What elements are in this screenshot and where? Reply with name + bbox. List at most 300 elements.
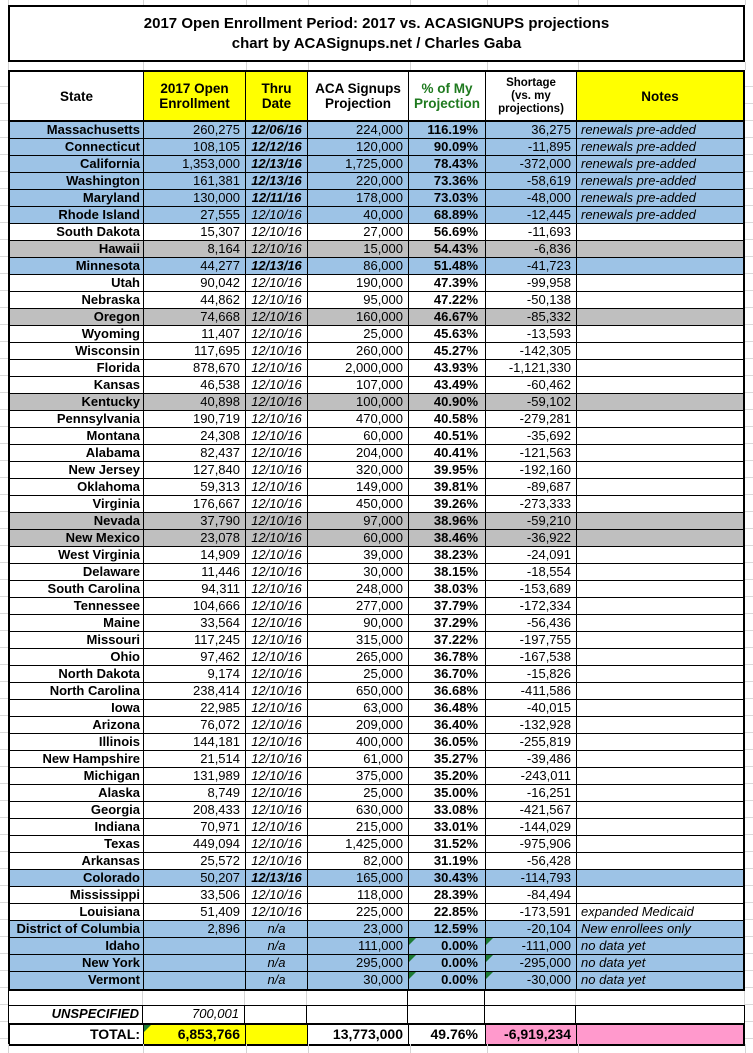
notes-cell (577, 377, 743, 393)
gridline (143, 1044, 144, 1053)
gridline (143, 0, 144, 5)
enrollment-cell: 76,072 (144, 717, 246, 733)
thru-date-cell: n/a (246, 972, 308, 989)
shortage-cell: -167,538 (486, 649, 577, 665)
pct-cell: 31.19% (409, 853, 486, 869)
pct-cell: 40.58% (409, 411, 486, 427)
thru-date-cell: 12/10/16 (246, 343, 308, 359)
thru-date-cell: 12/10/16 (246, 445, 308, 461)
table-row-alabama (10, 445, 743, 462)
gridline (308, 62, 309, 70)
notes-cell: New enrollees only (581, 921, 691, 936)
enrollment-cell: 130,000 (144, 190, 246, 206)
enrollment-cell: 260,275 (144, 122, 246, 138)
shortage-cell: -84,494 (486, 887, 577, 903)
projection-cell: 1,725,000 (308, 156, 409, 172)
notes-cell (577, 785, 743, 801)
pct-cell: 0.00% (409, 972, 486, 989)
thru-date-cell: n/a (246, 921, 308, 937)
state-cell: Minnesota (10, 258, 144, 274)
notes-cell (577, 445, 743, 461)
shortage-cell: -153,689 (486, 581, 577, 597)
shortage-cell: -6,836 (486, 241, 577, 257)
thru-date-cell: 12/10/16 (246, 632, 308, 648)
pct-cell: 36.40% (409, 717, 486, 733)
notes-cell (577, 360, 743, 376)
enrollment-cell: 90,042 (144, 275, 246, 291)
pct-cell: 54.43% (409, 241, 486, 257)
gridline (487, 62, 488, 70)
notes-cell: renewals pre-added (581, 156, 696, 171)
thru-date-cell: 12/10/16 (246, 377, 308, 393)
unspecified-pct-cell (408, 1006, 485, 1023)
enrollment-table (8, 70, 745, 1046)
spacer-row (8, 991, 745, 1005)
notes-cell: renewals pre-added (581, 207, 696, 222)
projection-cell: 25,000 (308, 666, 409, 682)
enrollment-cell: 878,670 (144, 360, 246, 376)
shortage-cell: -111,000 (486, 938, 577, 954)
shortage-cell: -41,723 (486, 258, 577, 274)
notes-cell (577, 581, 743, 597)
shortage-cell: -35,692 (486, 428, 577, 444)
thru-date-cell: 12/10/16 (246, 309, 308, 325)
shortage-cell: -421,567 (486, 802, 577, 818)
thru-date-cell: 12/10/16 (246, 751, 308, 767)
projection-cell: 470,000 (308, 411, 409, 427)
thru-date-cell: 12/10/16 (246, 683, 308, 699)
projection-cell: 375,000 (308, 768, 409, 784)
shortage-cell: -30,000 (486, 972, 577, 989)
table-row-new-jersey (10, 462, 743, 479)
pct-cell: 0.00% (409, 955, 486, 971)
state-cell: Louisiana (10, 904, 144, 920)
shortage-cell: -12,445 (486, 207, 577, 223)
state-cell: New Jersey (10, 462, 144, 478)
total-label: TOTAL: (10, 1025, 144, 1044)
pct-cell: 0.00% (409, 938, 486, 954)
projection-cell: 63,000 (308, 700, 409, 716)
shortage-cell: -48,000 (486, 190, 577, 206)
pct-cell: 90.09% (409, 139, 486, 155)
total-enrollment: 6,853,766 (144, 1025, 246, 1044)
enrollment-cell: 127,840 (144, 462, 246, 478)
table-row-michigan (10, 768, 743, 785)
pct-cell: 36.48% (409, 700, 486, 716)
pct-cell: 12.59% (409, 921, 486, 937)
thru-date-cell: 12/10/16 (246, 836, 308, 852)
shortage-cell: -114,793 (486, 870, 577, 886)
shortage-cell: -59,210 (486, 513, 577, 529)
enrollment-cell: 94,311 (144, 581, 246, 597)
total-projection: 13,773,000 (308, 1025, 409, 1044)
notes-cell: no data yet (581, 972, 646, 987)
state-cell: Tennessee (10, 598, 144, 614)
notes-cell (577, 853, 743, 869)
thru-date-cell: 12/10/16 (246, 547, 308, 563)
thru-date-cell: 12/10/16 (246, 360, 308, 376)
projection-cell: 2,000,000 (308, 360, 409, 376)
table-row-kansas (10, 377, 743, 394)
state-cell: Michigan (10, 768, 144, 784)
enrollment-cell: 70,971 (144, 819, 246, 835)
state-cell: Illinois (10, 734, 144, 750)
enrollment-cell: 40,898 (144, 394, 246, 410)
table-row-vermont (10, 972, 743, 989)
pct-cell: 40.90% (409, 394, 486, 410)
table-row-south-dakota (10, 224, 743, 241)
shortage-cell: -40,015 (486, 700, 577, 716)
thru-date-cell: 12/10/16 (246, 275, 308, 291)
projection-cell: 90,000 (308, 615, 409, 631)
notes-cell (577, 870, 743, 886)
enrollment-cell: 131,989 (144, 768, 246, 784)
thru-date-cell: 12/10/16 (246, 666, 308, 682)
enrollment-cell: 37,790 (144, 513, 246, 529)
enrollment-cell: 22,985 (144, 700, 246, 716)
shortage-cell: -56,428 (486, 853, 577, 869)
enrollment-cell: 9,174 (144, 666, 246, 682)
table-body (10, 122, 743, 989)
shortage-cell: 36,275 (486, 122, 577, 138)
enrollment-cell: 46,538 (144, 377, 246, 393)
table-row-west-virginia (10, 547, 743, 564)
projection-cell: 225,000 (308, 904, 409, 920)
thru-date-cell: 12/06/16 (246, 122, 308, 138)
gridline (410, 1044, 411, 1053)
projection-cell: 118,000 (308, 887, 409, 903)
gridline (246, 1044, 247, 1053)
thru-date-cell: 12/10/16 (246, 581, 308, 597)
projection-cell: 149,000 (308, 479, 409, 495)
table-row-wyoming (10, 326, 743, 343)
projection-cell: 209,000 (308, 717, 409, 733)
table-row-oklahoma (10, 479, 743, 496)
projection-cell: 40,000 (308, 207, 409, 223)
enrollment-cell: 14,909 (144, 547, 246, 563)
notes-cell (577, 394, 743, 410)
notes-cell (577, 428, 743, 444)
thru-date-cell: 12/10/16 (246, 428, 308, 444)
unspecified-enrollment: 700,001 (143, 1006, 245, 1023)
shortage-cell: -60,462 (486, 377, 577, 393)
pct-cell: 39.81% (409, 479, 486, 495)
thru-date-cell: 12/10/16 (246, 479, 308, 495)
thru-date-cell: 12/10/16 (246, 598, 308, 614)
total-shortage: -6,919,234 (486, 1025, 577, 1044)
enrollment-cell: 1,353,000 (144, 156, 246, 172)
projection-cell: 178,000 (308, 190, 409, 206)
notes-cell (577, 768, 743, 784)
shortage-cell: -172,334 (486, 598, 577, 614)
pct-cell: 36.05% (409, 734, 486, 750)
thru-date-cell: 12/13/16 (246, 156, 308, 172)
state-cell: Montana (10, 428, 144, 444)
shortage-cell: -99,958 (486, 275, 577, 291)
thru-date-cell: 12/10/16 (246, 564, 308, 580)
table-row-colorado (10, 870, 743, 887)
shortage-cell: -121,563 (486, 445, 577, 461)
pct-cell: 68.89% (409, 207, 486, 223)
enrollment-cell: 2,896 (144, 921, 246, 937)
spacer-cell (9, 991, 143, 1005)
pct-cell: 38.15% (409, 564, 486, 580)
shortage-cell: -20,104 (486, 921, 577, 937)
thru-date-cell: 12/13/16 (246, 870, 308, 886)
gridline (308, 0, 309, 5)
notes-cell (577, 479, 743, 495)
state-cell: Vermont (10, 972, 144, 989)
projection-cell: 1,425,000 (308, 836, 409, 852)
gridline (8, 1044, 9, 1053)
table-row-ohio (10, 649, 743, 666)
pct-cell: 39.95% (409, 462, 486, 478)
enrollment-cell: 33,564 (144, 615, 246, 631)
enrollment-cell: 97,462 (144, 649, 246, 665)
spacer-cell (485, 991, 576, 1005)
unspecified-projection-cell (307, 1006, 408, 1023)
notes-cell: renewals pre-added (581, 190, 696, 205)
column-header-projection: ACA Signups Projection (308, 72, 409, 120)
enrollment-cell: 21,514 (144, 751, 246, 767)
thru-date-cell: 12/10/16 (246, 700, 308, 716)
state-cell: South Dakota (10, 224, 144, 240)
state-cell: Iowa (10, 700, 144, 716)
shortage-cell: -144,029 (486, 819, 577, 835)
shortage-cell: -59,102 (486, 394, 577, 410)
notes-cell: renewals pre-added (581, 122, 696, 137)
pct-cell: 43.49% (409, 377, 486, 393)
table-row-iowa (10, 700, 743, 717)
table-row-minnesota (10, 258, 743, 275)
shortage-cell: -18,554 (486, 564, 577, 580)
pct-cell: 37.79% (409, 598, 486, 614)
shortage-cell: -197,755 (486, 632, 577, 648)
table-row-north-carolina (10, 683, 743, 700)
projection-cell: 95,000 (308, 292, 409, 308)
chart-title-line1: 2017 Open Enrollment Period: 2017 vs. ACASIGNUPS projections (143, 14, 610, 32)
state-cell: Georgia (10, 802, 144, 818)
thru-date-cell: 12/10/16 (246, 904, 308, 920)
state-cell: Ohio (10, 649, 144, 665)
projection-cell: 97,000 (308, 513, 409, 529)
projection-cell: 215,000 (308, 819, 409, 835)
projection-cell: 60,000 (308, 530, 409, 546)
table-row-alaska (10, 785, 743, 802)
thru-date-cell: 12/10/16 (246, 513, 308, 529)
table-row-utah (10, 275, 743, 292)
notes-cell (577, 751, 743, 767)
table-row-kentucky (10, 394, 743, 411)
table-row-district-of-columbia (10, 921, 743, 938)
gridline (578, 1044, 579, 1053)
shortage-cell: -13,593 (486, 326, 577, 342)
notes-cell: renewals pre-added (581, 139, 696, 154)
shortage-cell: -1,121,330 (486, 360, 577, 376)
table-row-washington (10, 173, 743, 190)
state-cell: Pennsylvania (10, 411, 144, 427)
pct-cell: 38.03% (409, 581, 486, 597)
column-header-shortage: Shortage (vs. my projections) (486, 72, 577, 120)
total-pct: 49.76% (409, 1025, 486, 1044)
pct-cell: 28.39% (409, 887, 486, 903)
state-cell: Idaho (10, 938, 144, 954)
notes-cell (577, 343, 743, 359)
enrollment-cell: 15,307 (144, 224, 246, 240)
state-cell: Massachusetts (10, 122, 144, 138)
gridline (745, 1044, 746, 1053)
pct-cell: 51.48% (409, 258, 486, 274)
thru-date-cell: 12/10/16 (246, 411, 308, 427)
state-cell: Oregon (10, 309, 144, 325)
state-cell: North Dakota (10, 666, 144, 682)
spacer-cell (143, 991, 245, 1005)
notes-cell: no data yet (581, 955, 646, 970)
projection-cell: 30,000 (308, 564, 409, 580)
shortage-cell: -192,160 (486, 462, 577, 478)
thru-date-cell: 12/10/16 (246, 292, 308, 308)
state-cell: New Mexico (10, 530, 144, 546)
total-row (8, 1023, 745, 1046)
table-row-new-hampshire (10, 751, 743, 768)
table-row-wisconsin (10, 343, 743, 360)
table-row-louisiana (10, 904, 743, 921)
state-cell: Utah (10, 275, 144, 291)
column-header-thru: Thru Date (246, 72, 308, 120)
projection-cell: 220,000 (308, 173, 409, 189)
pct-cell: 40.51% (409, 428, 486, 444)
thru-date-cell: 12/10/16 (246, 496, 308, 512)
table-row-idaho (10, 938, 743, 955)
enrollment-cell: 50,207 (144, 870, 246, 886)
state-cell: Maryland (10, 190, 144, 206)
projection-cell: 30,000 (308, 972, 409, 989)
gridline (745, 0, 746, 5)
state-cell: Hawaii (10, 241, 144, 257)
notes-cell (577, 887, 743, 903)
pct-cell: 36.68% (409, 683, 486, 699)
thru-date-cell: 12/10/16 (246, 649, 308, 665)
pct-cell: 37.22% (409, 632, 486, 648)
state-cell: Oklahoma (10, 479, 144, 495)
thru-date-cell: 12/10/16 (246, 207, 308, 223)
pct-cell: 38.46% (409, 530, 486, 546)
state-cell: Maine (10, 615, 144, 631)
pct-cell: 73.36% (409, 173, 486, 189)
state-cell: Florida (10, 360, 144, 376)
enrollment-cell: 238,414 (144, 683, 246, 699)
projection-cell: 265,000 (308, 649, 409, 665)
thru-date-cell: 12/10/16 (246, 819, 308, 835)
projection-cell: 650,000 (308, 683, 409, 699)
notes-cell (577, 700, 743, 716)
gridline (487, 0, 488, 5)
notes-cell (577, 513, 743, 529)
projection-cell: 107,000 (308, 377, 409, 393)
pct-cell: 46.67% (409, 309, 486, 325)
enrollment-cell (144, 955, 246, 971)
shortage-cell: -142,305 (486, 343, 577, 359)
gridline (578, 62, 579, 70)
thru-date-cell: n/a (246, 938, 308, 954)
table-row-new-york (10, 955, 743, 972)
unspecified-shortage-cell (485, 1006, 576, 1023)
projection-cell: 190,000 (308, 275, 409, 291)
enrollment-cell: 11,446 (144, 564, 246, 580)
projection-cell: 86,000 (308, 258, 409, 274)
table-row-arkansas (10, 853, 743, 870)
shortage-cell: -11,693 (486, 224, 577, 240)
pct-cell: 47.22% (409, 292, 486, 308)
projection-cell: 450,000 (308, 496, 409, 512)
state-cell: Kentucky (10, 394, 144, 410)
notes-cell (577, 275, 743, 291)
gridline (745, 62, 746, 70)
table-row-arizona (10, 717, 743, 734)
enrollment-cell: 25,572 (144, 853, 246, 869)
enrollment-cell (144, 938, 246, 954)
gridline (8, 62, 9, 70)
thru-date-cell: n/a (246, 955, 308, 971)
thru-date-cell: 12/10/16 (246, 530, 308, 546)
thru-date-cell: 12/10/16 (246, 785, 308, 801)
notes-cell (577, 326, 743, 342)
notes-cell (577, 819, 743, 835)
notes-cell (577, 530, 743, 546)
thru-date-cell: 12/10/16 (246, 734, 308, 750)
left-margin-gridlines (0, 70, 8, 1053)
notes-cell (577, 717, 743, 733)
enrollment-cell: 144,181 (144, 734, 246, 750)
table-row-missouri (10, 632, 743, 649)
table-row-connecticut (10, 139, 743, 156)
projection-cell: 25,000 (308, 785, 409, 801)
pct-cell: 22.85% (409, 904, 486, 920)
enrollment-cell: 82,437 (144, 445, 246, 461)
enrollment-cell: 176,667 (144, 496, 246, 512)
projection-cell: 15,000 (308, 241, 409, 257)
enrollment-cell: 44,277 (144, 258, 246, 274)
state-cell: Texas (10, 836, 144, 852)
gridline (246, 62, 247, 70)
thru-date-cell: 12/10/16 (246, 802, 308, 818)
notes-cell (577, 734, 743, 750)
table-row-maryland (10, 190, 743, 207)
enrollment-cell: 44,862 (144, 292, 246, 308)
total-notes-cell (577, 1025, 743, 1044)
table-row-delaware (10, 564, 743, 581)
notes-cell (577, 836, 743, 852)
shortage-cell: -58,619 (486, 173, 577, 189)
shortage-cell: -975,906 (486, 836, 577, 852)
enrollment-cell: 24,308 (144, 428, 246, 444)
projection-cell: 295,000 (308, 955, 409, 971)
pct-cell: 38.23% (409, 547, 486, 563)
state-cell: Alaska (10, 785, 144, 801)
projection-cell: 400,000 (308, 734, 409, 750)
notes-cell (577, 632, 743, 648)
state-cell: Alabama (10, 445, 144, 461)
state-cell: Arkansas (10, 853, 144, 869)
projection-cell: 39,000 (308, 547, 409, 563)
pct-cell: 45.27% (409, 343, 486, 359)
table-row-california (10, 156, 743, 173)
thru-date-cell: 12/10/16 (246, 717, 308, 733)
thru-date-cell: 12/10/16 (246, 241, 308, 257)
pct-cell: 43.93% (409, 360, 486, 376)
shortage-cell: -15,826 (486, 666, 577, 682)
thru-date-cell: 12/10/16 (246, 887, 308, 903)
